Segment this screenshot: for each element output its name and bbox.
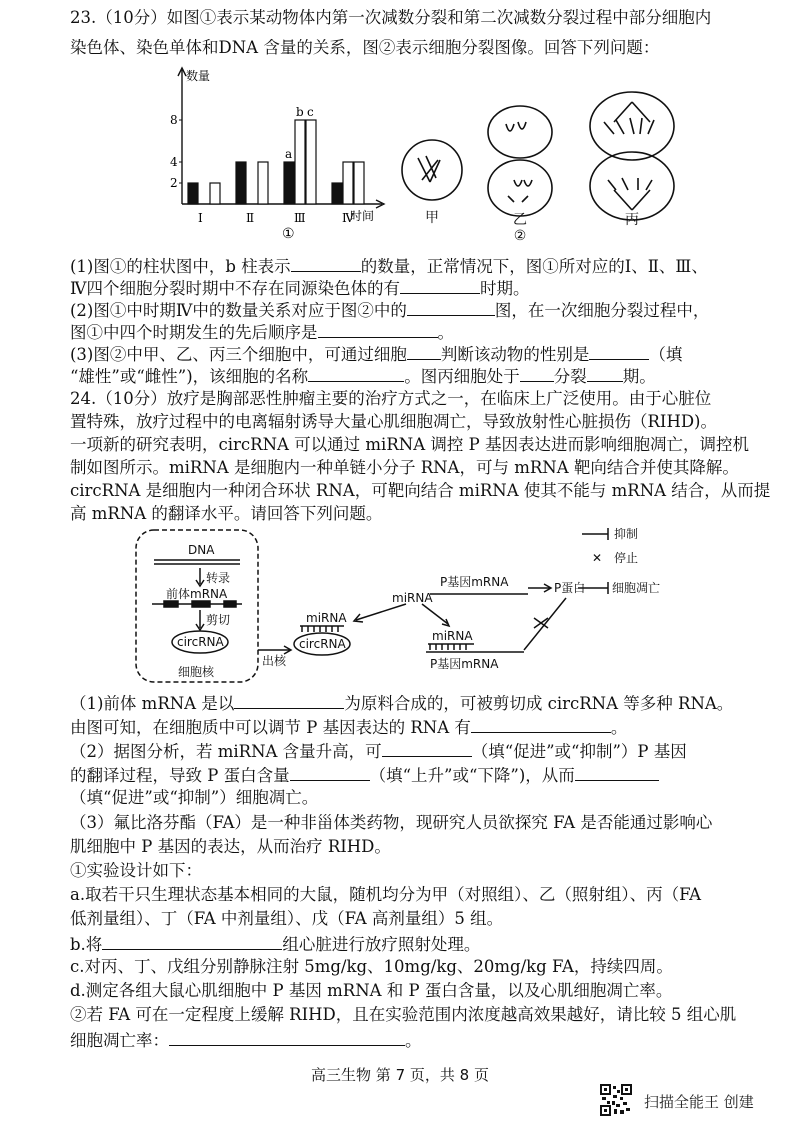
q23-p3-text-a: (3)图②中甲、乙、丙三个细胞中，可通过细胞 <box>70 345 407 364</box>
q24-p3-line8: d.测定各组大鼠心肌细胞中 P 基因 mRNA 和 P 蛋白含量，以及心肌细胞凋亡率。 <box>70 981 673 1000</box>
nucleus-label: 细胞核 <box>178 665 215 679</box>
q24-p2-line1 <box>70 740 687 762</box>
circrna-nucleus-label: circRNA <box>177 635 224 649</box>
q24-p2-text-c: 的翻译过程，导致 P 蛋白含量 <box>70 766 290 785</box>
legend-stop-cross: ✕ <box>592 551 603 565</box>
q24-p2-text-b: （填“促进”或“抑制”）P 基因 <box>471 742 687 761</box>
q24-p3-line4: a.取若干只生理状态基本相同的大鼠，随机均分为甲（对照组）、乙（照射组）、丙（FA <box>70 885 702 904</box>
q24-p3-line3: ①实验设计如下： <box>70 861 202 880</box>
figure-2-caption: ② <box>513 228 527 242</box>
answer-blank-23-3[interactable] <box>407 299 495 316</box>
q23-p1-text-c: Ⅳ四个细胞分裂时期中不存在同源染色体的有 <box>70 279 400 298</box>
q24-p3-text-g: 组心脏进行放疗照射处理。 <box>282 935 481 954</box>
blocked-arrow <box>524 598 566 650</box>
answer-blank-24-3[interactable] <box>382 740 472 757</box>
bar-c <box>306 120 316 204</box>
answer-blank-23-9[interactable] <box>587 365 623 382</box>
q23-p3-line2 <box>70 365 656 387</box>
period-label: Ⅳ <box>342 211 354 225</box>
p-protein-label: P蛋白 <box>554 581 586 595</box>
answer-blank-24-6[interactable] <box>102 933 282 950</box>
q24-p3-text-l: 。 <box>405 1031 422 1050</box>
period-label: Ⅲ <box>294 211 306 225</box>
q24-p1-text-c: 由图可知，在细胞质中可以调节 P 基因表达的 RNA 有 <box>70 718 471 737</box>
pre-mrna-label: 前体mRNA <box>166 587 228 601</box>
bar-label-b: b <box>296 105 304 119</box>
q24-p1-line1 <box>70 692 733 714</box>
q23-p1-line1 <box>70 255 708 277</box>
q23-line2: 染色体、染色单体和DNA 含量的关系，图②表示细胞分裂图像。回答下列问题： <box>70 38 660 57</box>
q24-p2-line3: （填“促进”或“抑制”）细胞凋亡。 <box>70 788 319 807</box>
bar-c <box>210 183 220 204</box>
answer-blank-23-6[interactable] <box>589 343 649 360</box>
page-footer: 高三生物 第 7 页，共 8 页 <box>311 1066 489 1084</box>
regulation-diagram <box>130 522 690 688</box>
answer-blank-24-2[interactable] <box>471 716 611 733</box>
mirna-bound-label: miRNA <box>306 611 347 625</box>
scanner-watermark <box>600 1084 790 1118</box>
q24-p3-line5: 低剂量组）、丁（FA 中剂量组）、戊（FA 高剂量组）5 组。 <box>70 909 504 928</box>
q24-p3-line10 <box>70 1029 422 1051</box>
answer-blank-24-1[interactable] <box>234 692 344 709</box>
q23-p1-text-d: 时期。 <box>479 279 530 298</box>
export-label: 出核 <box>262 654 287 668</box>
q23-p3-text-d: “雄性”或“雌性”)，该细胞的名称 <box>70 367 309 386</box>
bar-label-c: c <box>307 105 314 119</box>
q23-p3-line1 <box>70 343 682 365</box>
y-tick-label: 8 <box>170 113 178 127</box>
p-mrna-top-label: P基因mRNA <box>440 575 509 589</box>
y-axis-label: 数量 <box>186 69 211 83</box>
cut-label: 剪切 <box>206 613 231 627</box>
q23-p3-text-e: 。图丙细胞处于 <box>404 367 520 386</box>
cell-images <box>402 92 674 220</box>
q23-p1-text-b: 的数量，正常情况下，图①所对应的Ⅰ、Ⅱ、Ⅲ、 <box>360 257 708 276</box>
bar-a <box>188 183 198 204</box>
cell-yi-label: 乙 <box>513 212 527 228</box>
bar-chart <box>170 68 384 242</box>
answer-blank-23-7[interactable] <box>308 365 404 382</box>
bar-c <box>258 162 268 204</box>
q24-p3-line9: ②若 FA 可在一定程度上缓解 RIHD，且在实验范围内浓度越高效果越好，请比较 5 组心肌 <box>70 1005 737 1024</box>
legend-inhibit-label: 抑制 <box>614 527 639 541</box>
cell-jia-label: 甲 <box>425 210 439 226</box>
cell-yi-upper <box>488 106 552 158</box>
cell-bing-label: 丙 <box>625 212 639 228</box>
bar-b <box>343 162 353 204</box>
dna-label: DNA <box>188 543 215 557</box>
circrna-cytoplasm-label: circRNA <box>299 637 346 651</box>
mirna-low-label: miRNA <box>432 629 473 643</box>
mirna-to-circ-arrow <box>356 604 406 620</box>
q24-p2-text-a: （2）据图分析，若 miRNA 含量升高，可 <box>70 742 382 761</box>
p-mrna-low-label: P基因mRNA <box>430 657 499 671</box>
q24-line4: 制如图所示。miRNA 是细胞内一种单链小分子 RNA，可与 mRNA 靶向结合并使其降解。 <box>70 458 739 477</box>
q24-p3-line2: 肌细胞中 P 基因的表达，从而治疗 RIHD。 <box>70 837 391 856</box>
q23-p2-text-b: 图，在一次细胞分裂过程中， <box>494 301 710 320</box>
bar-a <box>236 162 246 204</box>
q24-p3-text-f: b.将 <box>70 935 103 954</box>
bar-a <box>284 162 294 204</box>
answer-blank-24-5[interactable] <box>575 764 659 781</box>
q24-p3-text-k: 细胞凋亡率： <box>70 1031 169 1050</box>
q23-p2-line1 <box>70 299 709 321</box>
period-label: Ⅰ <box>198 211 203 225</box>
q24-p3-line7: c.对丙、丁、戊组分别静脉注射 5mg/kg、10mg/kg、20mg/kg FA，持续四周。 <box>70 957 673 976</box>
transcribe-label: 转录 <box>206 571 231 585</box>
q24-p2-line2 <box>70 764 659 786</box>
answer-blank-23-8[interactable] <box>520 365 554 382</box>
q24-line3: 一项新的研究表明，circRNA 可以通过 miRNA 调控 P 基因表达进而影响细胞凋亡，调控机 <box>70 435 749 454</box>
q23-p1-line2 <box>70 277 529 299</box>
q23-p1-text-a: (1)图①的柱状图中，b 柱表示 <box>70 257 291 276</box>
cell-jia-chromosomes <box>418 156 440 182</box>
watermark-text: 扫描全能王 创建 <box>644 1093 754 1111</box>
answer-blank-24-7[interactable] <box>169 1029 405 1046</box>
mirna-to-mrna-arrow <box>422 604 448 624</box>
answer-blank-23-1[interactable] <box>291 255 361 272</box>
q23-p3-text-g: 期。 <box>622 367 656 386</box>
bar-label-a: a <box>285 147 293 161</box>
q24-p3-line1: （3）氟比洛芬酯（FA）是一种非甾体类药物，现研究人员欲探究 FA 是否能通过影响心 <box>70 813 713 832</box>
figure-1-caption: ① <box>282 226 295 242</box>
q23-p3-text-b: 判断该动物的性别是 <box>440 345 590 364</box>
q24-line5: circRNA 是细胞内一种闭合环状 RNA，可靶向结合 miRNA 使其不能与 mRNA 结合，从而提 <box>70 481 771 500</box>
q23-p2-text-a: (2)图①中时期Ⅳ中的数量关系对应于图②中的 <box>70 301 407 320</box>
q24-p1-text-b: 为原料合成的，可被剪切成 circRNA 等多种 RNA。 <box>344 694 734 713</box>
q24-p3-line6 <box>70 933 480 955</box>
q24-line6: 高 mRNA 的翻译水平。请回答下列问题。 <box>70 504 383 523</box>
bar-a <box>332 183 342 204</box>
bar-c <box>354 162 364 204</box>
q24-line1: 24.（10分）放疗是胸部恶性肿瘤主要的治疗方式之一，在临床上广泛使用。由于心脏位 <box>70 389 712 408</box>
q24-line2: 置特殊，放疗过程中的电离辐射诱导大量心肌细胞凋亡，导致放射性心脏损伤（RIHD)。 <box>70 412 717 431</box>
answer-blank-24-4[interactable] <box>290 764 370 781</box>
answer-blank-23-2[interactable] <box>400 277 480 294</box>
answer-blank-23-5[interactable] <box>407 343 441 360</box>
q23-p3-text-c: （填 <box>649 345 683 364</box>
q23-p2-text-d: 。 <box>437 323 454 342</box>
q23-line1: 23.（10分）如图①表示某动物体内第一次减数分裂和第二次减数分裂过程中部分细胞内 <box>70 8 712 27</box>
q23-p2-line2 <box>70 321 454 343</box>
mirna-free-label: miRNA <box>392 591 433 605</box>
legend-stop-label: 停止 <box>614 551 639 565</box>
qr-code-icon <box>600 1084 632 1116</box>
answer-blank-23-4[interactable] <box>318 321 438 338</box>
q24-p1-text-a: （1)前体 mRNA 是以 <box>70 694 235 713</box>
q23-p2-text-c: 图①中四个时期发生的先后顺序是 <box>70 323 318 342</box>
y-tick-label: 2 <box>170 176 178 190</box>
q24-p1-text-d: 。 <box>610 718 628 737</box>
bar-b <box>295 120 305 204</box>
q23-p3-text-f: 分裂 <box>553 367 587 386</box>
cell-yi-lower <box>488 160 552 216</box>
q24-p2-text-d: （填“上升”或“下降”)，从而 <box>369 766 575 785</box>
y-tick-label: 4 <box>170 155 178 169</box>
period-label: Ⅱ <box>246 211 255 225</box>
x-axis-label: 时间 <box>350 209 375 223</box>
apoptosis-label: 细胞凋亡 <box>612 581 661 595</box>
q24-p1-line2 <box>70 716 627 738</box>
figure-1-2 <box>160 62 680 242</box>
